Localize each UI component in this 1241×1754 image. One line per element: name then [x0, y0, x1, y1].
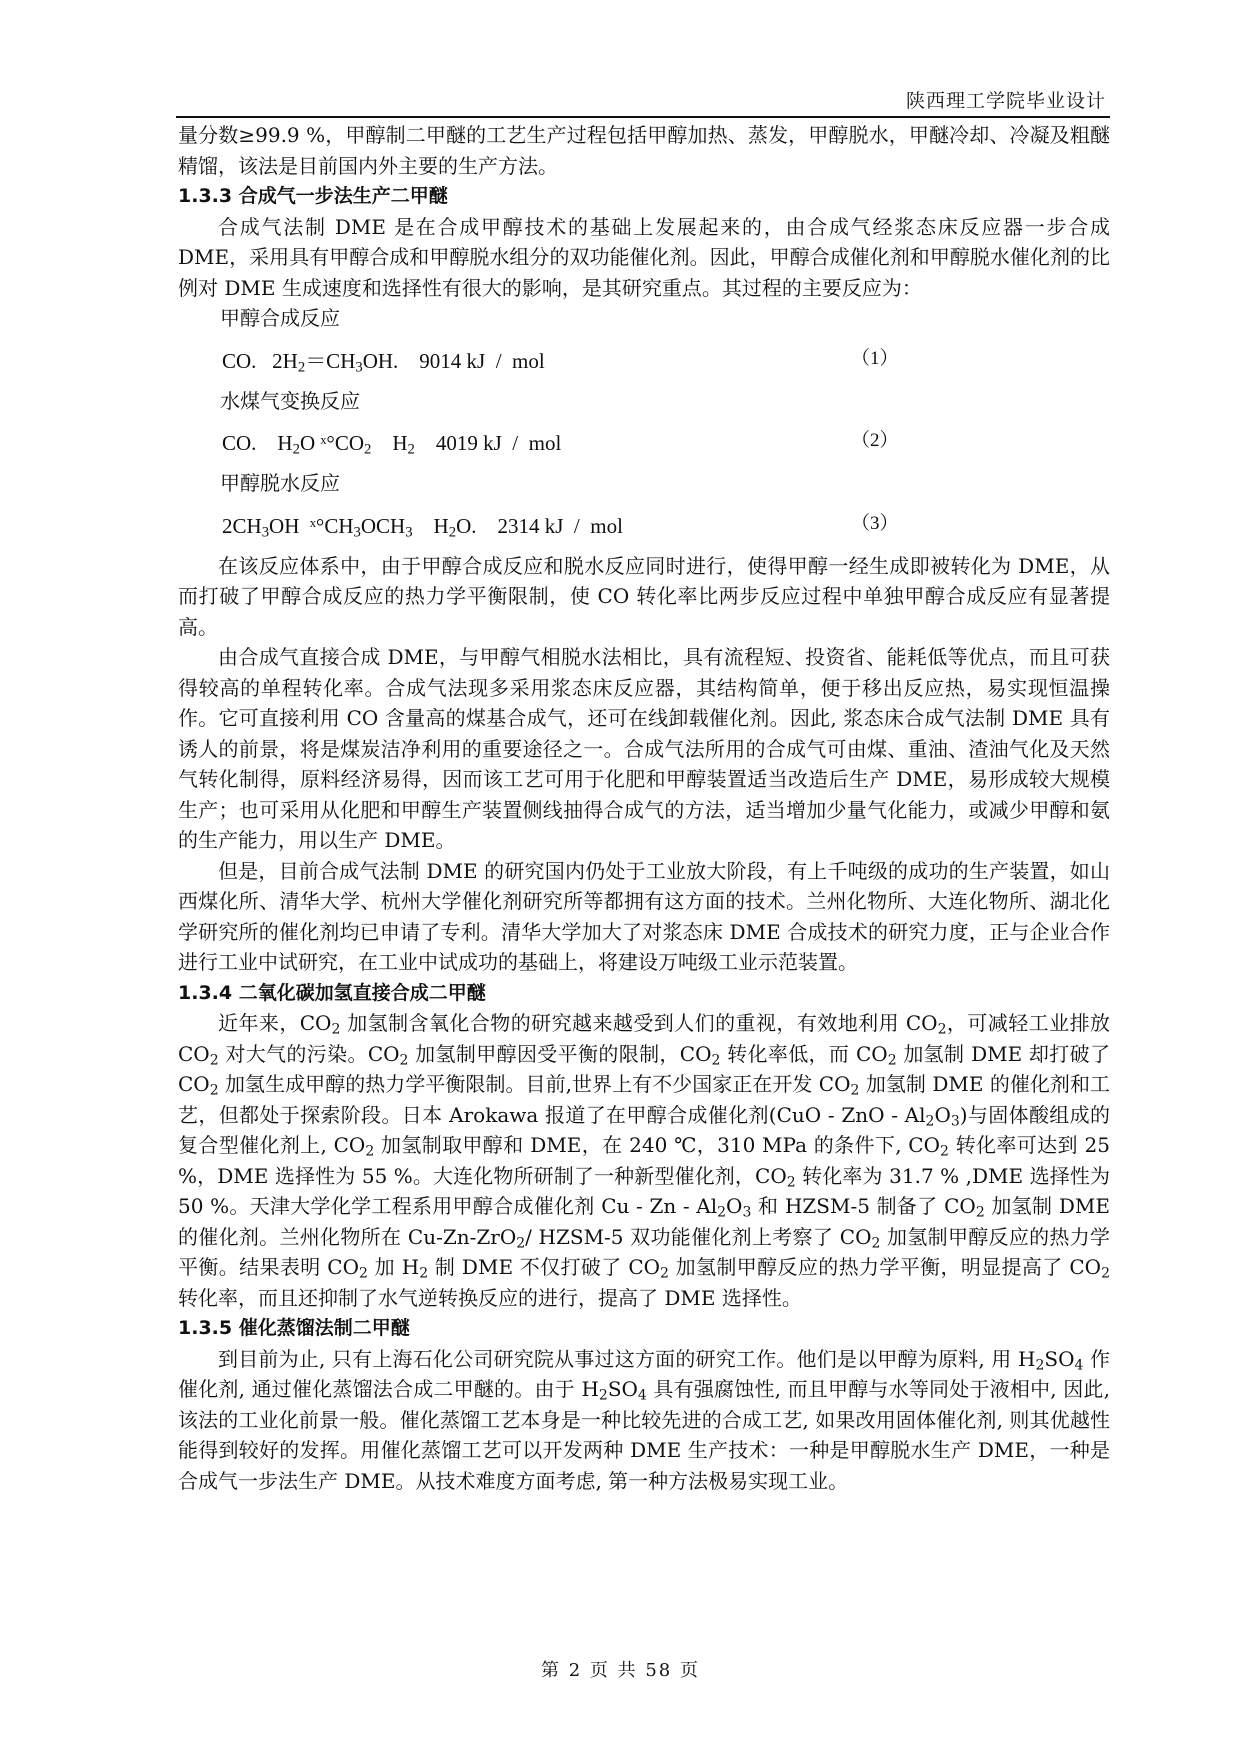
equation-3-number: （3） [851, 512, 899, 534]
paragraph-catalytic-distillation: 到目前为止, 只有上海石化公司研究院从事过这方面的研究工作。他们是以甲醇为原料, 用 $H_2SO_4$ 作催化剂, 通过催化蒸馏法合成二甲醚的。由于 $H_2SO_4$ 具有强腐蚀性, 而且甲醇与水等同处于液相中, 因此, 该法的工业化前景一般。催化蒸馏工艺本身是一种比较先进的合成工艺, 如果改用固体催化剂, 则其优越性能得到较好的发挥。用催化蒸馏工艺可以开发两种 DME 生产技术：一种是甲醇脱水生产 DME，一种是合成气一步法生产 DME。从技术难度方面考虑, 第一种方法极易实现工业。 [178, 1346, 1110, 1493]
paragraph-direct-synthesis: 由合成气直接合成 DME，与甲醇气相脱水法相比，具有流程短、投资省、能耗低等优点，而且可获得较高的单程转化率。合成气法现多采用浆态床反应器，其结构简单，便于移出反应热，易实现恒温操作。它可直接利用 CO 含量高的煤基合成气，还可在线卸载催化剂。因此, 浆态床合成气法制 DME 具有诱人的前景，将是煤炭洁净利用的重要途径之一。合成气法所用的合成气可由煤、重油、渣油气化及天然气转化制得，原料经济易得，因而该工艺可用于化肥和甲醇装置适当改造后生产 DME，易形成较大规模生产；也可采用从化肥和甲醇生产装置侧线抽得合成气的方法，适当增加少量气化能力，或减少甲醇和氨的生产能力，用以生产 DME。 [178, 645, 1110, 852]
equation-3-formula: $2CH_3OH$ $ˣ^\circ CH_3OCH_3$ $H_2O$. 2314 kJ / mol [222, 513, 623, 541]
page-header: 陕西理工学院毕业设计 [905, 90, 1106, 112]
equation-1-formula: CO. $2H_2=CH_3OH$. 9014 kJ / mol [222, 348, 545, 376]
section-heading-1-3-4: 1.3.4 二氧化碳加氢直接合成二甲醚 [178, 981, 486, 1004]
equation-2 [178, 416, 1110, 468]
paragraph-research-status: 但是，目前合成气法制 DME 的研究国内仍处于工业放大阶段，有上千吨级的成功的生产装置，如山西煤化所、清华大学、杭州大学催化剂研究所等都拥有这方面的技术。兰州化物所、大连化物所、湖北化学研究所的催化剂均已申请了专利。清华大学加大了对浆态床 DME 合成技术的研究力度，正与企业合作进行工业中试研究，在工业中试成功的基础上，将建设万吨级工业示范装置。 [178, 858, 1110, 974]
equation-1 [178, 334, 1110, 386]
reaction-1-label: 甲醇合成反应 [220, 306, 340, 330]
reaction-3-label: 甲醇脱水反应 [220, 471, 340, 495]
paragraph-syngas-method: 合成气法制 DME 是在合成甲醇技术的基础上发展起来的，由合成气经浆态床反应器一步合成 DME，采用具有甲醇合成和甲醇脱水组分的双功能催化剂。因此，甲醇合成催化剂和甲醇脱水催化剂的比例对 DME 生成速度和选择性有很大的影响，是其研究重点。其过程的主要反应为： [178, 214, 1110, 300]
equation-2-number: （2） [851, 430, 899, 451]
equation-1-number: （1） [851, 347, 899, 369]
header-rule [176, 116, 1110, 118]
paragraph-co2-hydrogenation: 近年来，$CO_2$ 加氢制含氧化合物的研究越来越受到人们的重视，有效地利用 $CO_2$，可减轻工业排放 $CO_2$ 对大气的污染。$CO_2$ 加氢制甲醇因受平衡的限制，$CO_2$ 转化率低，而 $CO_2$ 加氢制 DME 却打破了 $CO_2$ 加氢生成甲醇的热力学平衡限制。目前,世界上有不少国家正在开发 $CO_2$ 加氢制 DME 的催化剂和工艺，但都处于探索阶段。日本 Arokawa 报道了在甲醇合成催化剂(CuO - ZnO - $Al_2O_3$)与固体酸组成的复合型催化剂上, $CO_2$ 加氢制取甲醇和 DME，在 240 ℃，310 MPa 的条件下, $CO_2$ 转化率可达到 25 %，DME 选择性为 55 %。大连化物所研制了一种新型催化剂，$CO_2$ 转化率为 31.7 % ,DME 选择性为 50 %。天津大学化学工程系用甲醇合成催化剂 Cu - Zn - $Al_2O_3$ 和 HZSM-5 制备了 $CO_2$ 加氢制 DME 的催化剂。兰州化物所在 Cu-Zn-ZrO$_2$/ HZSM-5 双功能催化剂上考察了 $CO_2$ 加氢制甲醇反应的热力学平衡。结果表明 $CO_2$ 加 $H_2$ 制 DME 不仅打破了 $CO_2$ 加氢制甲醇反应的热力学平衡，明显提高了 $CO_2$ 转化率，而且还抑制了水气逆转换反应的进行，提高了 DME 选择性。 [178, 1011, 1111, 1310]
intro-paragraph: 量分数≥99.9 %，甲醇制二甲醚的工艺生产过程包括甲醇加热、蒸发，甲醇脱水，甲醚冷却、冷凝及粗醚精馏，该法是目前国内外主要的生产方法。 [178, 123, 1110, 178]
page-footer: 第 2 页 共 58 页 [541, 1660, 700, 1681]
section-heading-1-3-3: 1.3.3 合成气一步法生产二甲醚 [178, 185, 448, 207]
equation-3 [178, 499, 1110, 551]
section-heading-1-3-5: 1.3.5 催化蒸馏法制二甲醚 [178, 1317, 410, 1339]
paragraph-reaction-system: 在该反应体系中，由于甲醇合成反应和脱水反应同时进行，使得甲醇一经生成即被转化为 DME，从而打破了甲醇合成反应的热力学平衡限制，使 CO 转化率比两步反应过程中单独甲醇合成反应有显著提高。 [178, 553, 1110, 639]
reaction-2-label: 水煤气变换反应 [220, 388, 360, 413]
equation-2-formula: CO. $H_2O$ $ˣ^\circ CO_2$ $H_2$ 4019 kJ / mol [222, 431, 562, 458]
page-body [178, 120, 1110, 1496]
